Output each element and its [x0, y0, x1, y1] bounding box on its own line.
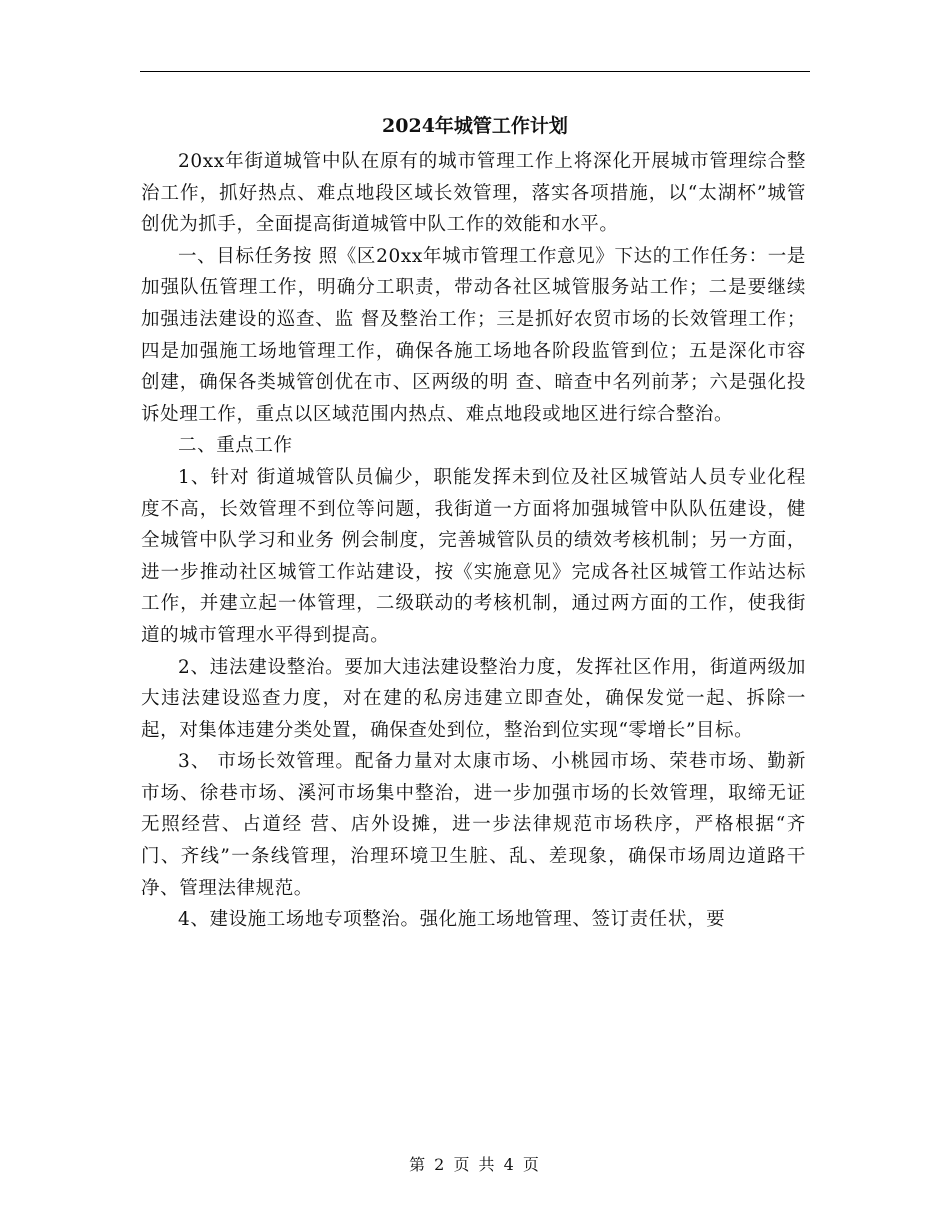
paragraph-item-2: 2、违法建设整治。要加大违法建设整治力度，发挥社区作用，街道两级加大违法建设巡查力度，对在建的私房违建立即查处，确保发觉一起、拆除一起，对集体违建分类处置，确保查处到位，整治到位实现“零增长”目标。: [141, 656, 806, 741]
paragraph-key-work-heading: 二、重点工作: [178, 435, 293, 457]
document-body: [141, 146, 806, 936]
paragraph-item-4: 4、建设施工场地专项整治。强化施工场地管理、签订责任状，要: [178, 909, 726, 931]
paragraph-item-1: 1、针对 街道城管队员偏少，职能发挥未到位及社区城管站人员专业化程度不高，长效管理不到位等问题，我街道一方面将加强城管中队队伍建设，健全城管中队学习和业务 例会制度，完善城管队员的绩效考核机制；另一方面，进一步推动社区城管工作站建设，按《实施意见》完成各社区城管工作站达标工作，并建立起一体管理，二级联动的考核机制，通过两方面的工作，使我街道的城市管理水平得到提高。: [141, 466, 806, 646]
paragraph-goals: 一、目标任务按 照《区20xx年城市管理工作意见》下达的工作任务：一是加强队伍管理工作，明确分工职责，带动各社区城管服务站工作；二是要继续加强违法建设的巡查、监 督及整治工作；三是抓好农贸市场的长效管理工作；四是加强施工场地管理工作，确保各施工场地各阶段监管到位；五是深化市容创建，确保各类城管创优在市、区两级的明 查、暗查中名列前茅；六是强化投诉处理工作，重点以区域范围内热点、难点地段或地区进行综合整治。: [141, 245, 806, 425]
page-number: 第 2 页 共 4 页: [409, 1155, 541, 1174]
header-rule: [140, 71, 810, 72]
paragraph-intro: 20xx年街道城管中队在原有的城市管理工作上将深化开展城市管理综合整治工作，抓好热点、难点地段区域长效管理，落实各项措施，以“太湖杯”城管创优为抓手，全面提高街道城管中队工作的效能和水平。: [141, 151, 806, 236]
document-title: 2024年城管工作计划: [382, 115, 568, 137]
paragraph-item-3: 3、 市场长效管理。配备力量对太康市场、小桃园市场、荣巷市场、勤新市场、徐巷市场、溪河市场集中整治，进一步加强市场的长效管理，取缔无证无照经营、占道经 营、店外设摊，进一步法律规范市场秩序，严格根据“齐门、齐线”一条线管理，治理环境卫生脏、乱、差现象，确保市场周边道路干净、管理法律规范。: [141, 751, 806, 899]
